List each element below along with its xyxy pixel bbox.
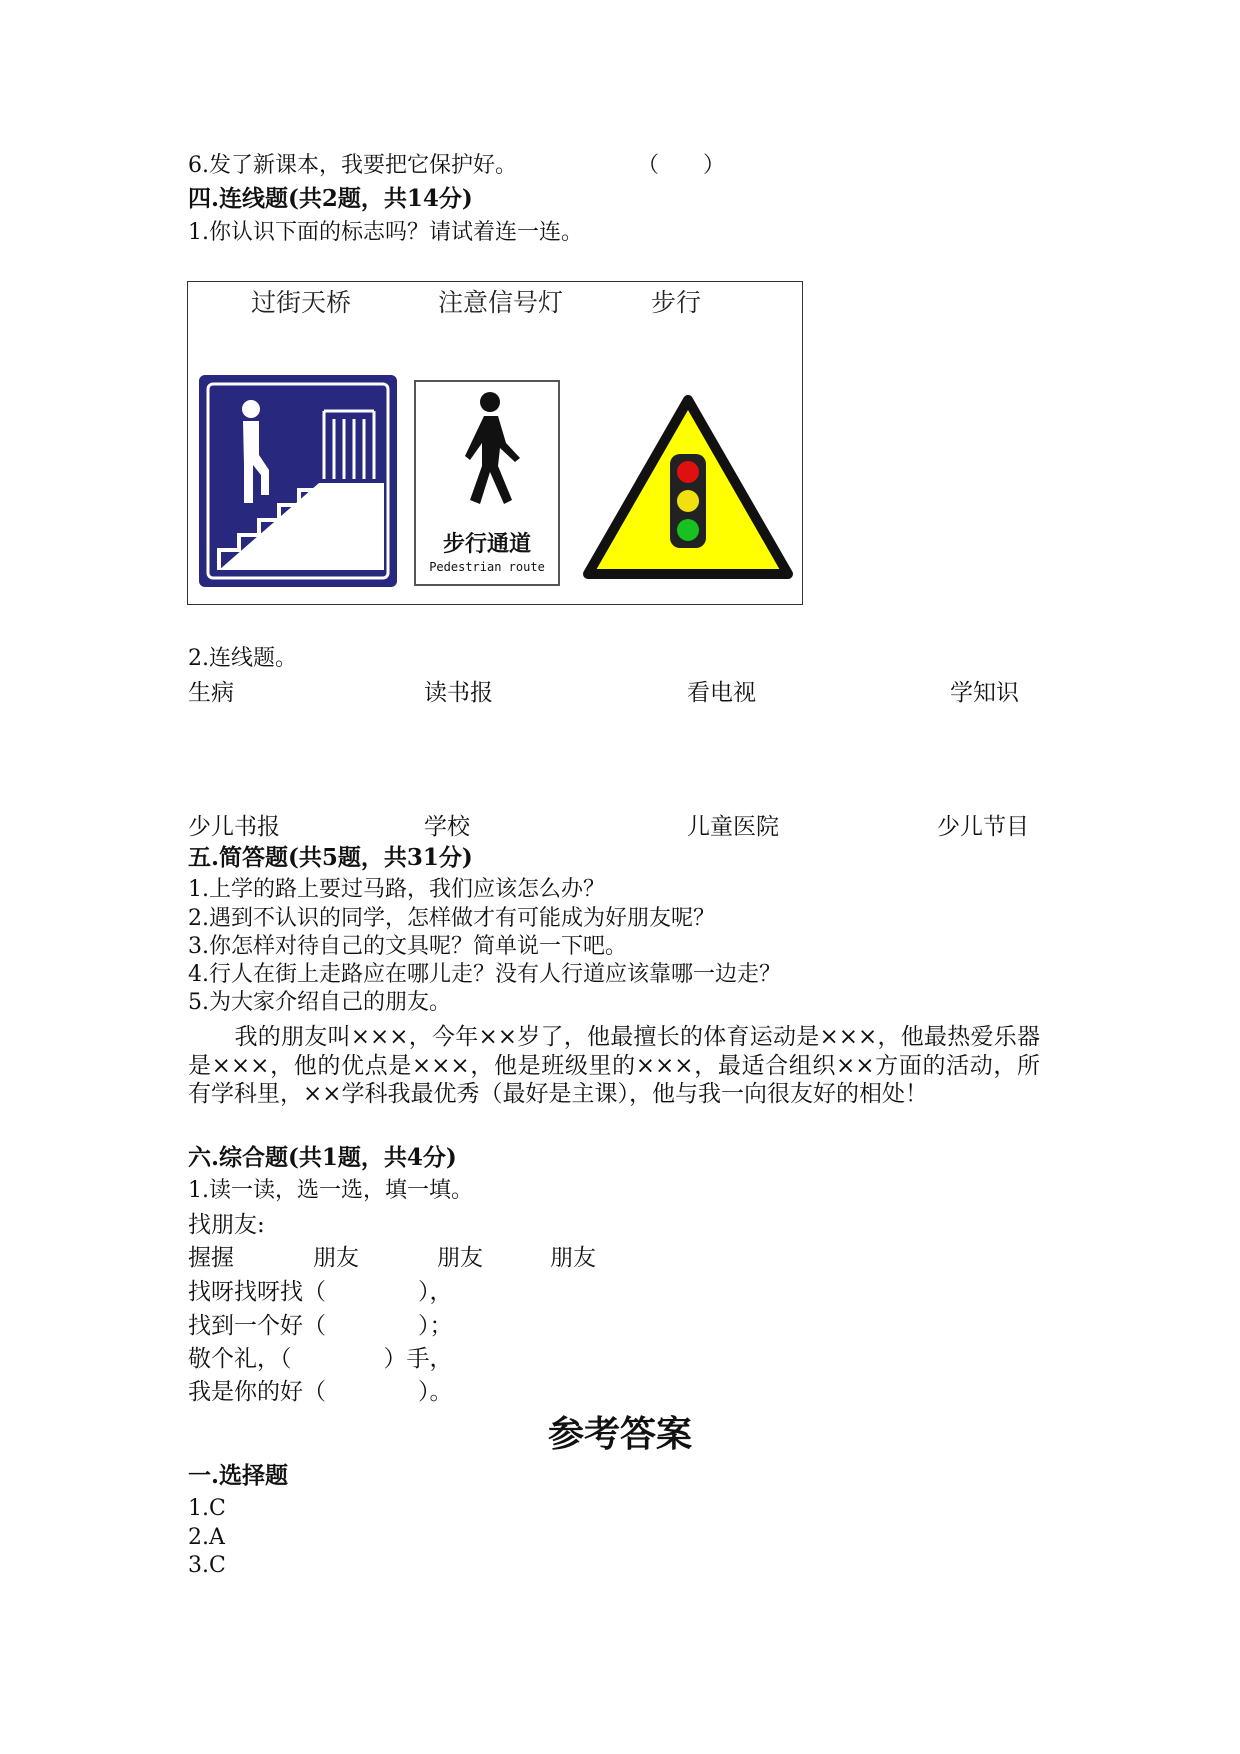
question-4-2: 2.连线题。 bbox=[188, 646, 297, 671]
question-3-6: 6.发了新课本，我要把它保护好。 bbox=[188, 153, 517, 178]
question-4-1: 1.你认识下面的标志吗？请试着连一连。 bbox=[188, 220, 583, 245]
find-friend-title: 找朋友: bbox=[188, 1212, 265, 1238]
option-2: 朋友 bbox=[313, 1245, 359, 1271]
question-6-1: 1.读一读，选一选，填一填。 bbox=[188, 1178, 473, 1203]
match-top-3: 看电视 bbox=[687, 680, 756, 706]
answers-title: 参考答案 bbox=[547, 1413, 692, 1455]
pedestrian-sign bbox=[414, 380, 560, 586]
answers-section-1-heading: 一.选择题 bbox=[188, 1462, 289, 1489]
friend-intro-paragraph: 我的朋友叫×××，今年××岁了，他最擅长的体育运动是×××，他最热爱乐器是×××，他的优点是×××，他是班级里的×××，最适合组织××方面的活动，所有学科里，××学科我最优秀（最好是主课），他与我一向很友好的相处！ bbox=[188, 1024, 1040, 1107]
overpass-sign-icon bbox=[199, 375, 397, 587]
match-top-1: 生病 bbox=[188, 680, 234, 706]
match-bottom-2: 学校 bbox=[424, 814, 470, 840]
answer-item-1: 1.C bbox=[188, 1496, 226, 1521]
song-line-4: 我是你的好（ ）。 bbox=[188, 1379, 453, 1405]
question-5-2: 2.遇到不认识的同学，怎样做才有可能成为好朋友呢？ bbox=[188, 906, 715, 931]
match-top-4: 学知识 bbox=[950, 680, 1019, 706]
question-5-5: 5.为大家介绍自己的朋友。 bbox=[188, 990, 451, 1015]
answer-item-3: 3.C bbox=[188, 1553, 226, 1578]
section-4-heading: 四.连线题(共2题，共14分) bbox=[188, 185, 473, 212]
question-5-4: 4.行人在街上走路应在哪儿走？没有人行道应该靠哪一边走？ bbox=[188, 962, 781, 987]
option-4: 朋友 bbox=[550, 1245, 596, 1271]
option-1: 握握 bbox=[188, 1245, 234, 1271]
option-3: 朋友 bbox=[437, 1245, 483, 1271]
section-6-heading: 六.综合题(共1题，共4分) bbox=[188, 1144, 457, 1171]
pedestrian-sign-cn: 步行通道 bbox=[442, 532, 531, 557]
traffic-signs-figure bbox=[187, 281, 803, 605]
song-line-1: 找呀找呀找（ ）， bbox=[188, 1279, 453, 1305]
sign-label-overpass: 过街天桥 bbox=[251, 288, 352, 317]
match-bottom-1: 少儿书报 bbox=[188, 814, 280, 840]
match-top-2: 读书报 bbox=[424, 680, 493, 706]
match-bottom-4: 少儿节目 bbox=[937, 814, 1029, 840]
question-5-1: 1.上学的路上要过马路，我们应该怎么办？ bbox=[188, 877, 605, 902]
traffic-light-warning-icon bbox=[582, 394, 794, 580]
pedestrian-icon bbox=[440, 388, 540, 518]
answer-item-2: 2.A bbox=[188, 1525, 225, 1550]
sign-label-walk: 步行 bbox=[651, 288, 702, 317]
match-bottom-3: 儿童医院 bbox=[687, 814, 779, 840]
song-line-2: 找到一个好（ ）； bbox=[188, 1313, 453, 1339]
section-5-heading: 五.简答题(共5题，共31分) bbox=[188, 844, 473, 871]
question-5-3: 3.你怎样对待自己的文具呢？简单说一下吧。 bbox=[188, 934, 627, 959]
song-line-3: 敬个礼，（ ）手， bbox=[188, 1346, 453, 1372]
sign-label-signal: 注意信号灯 bbox=[438, 288, 564, 317]
answer-blank: （ ） bbox=[637, 153, 726, 178]
pedestrian-sign-en: Pedestrian route bbox=[429, 560, 545, 574]
